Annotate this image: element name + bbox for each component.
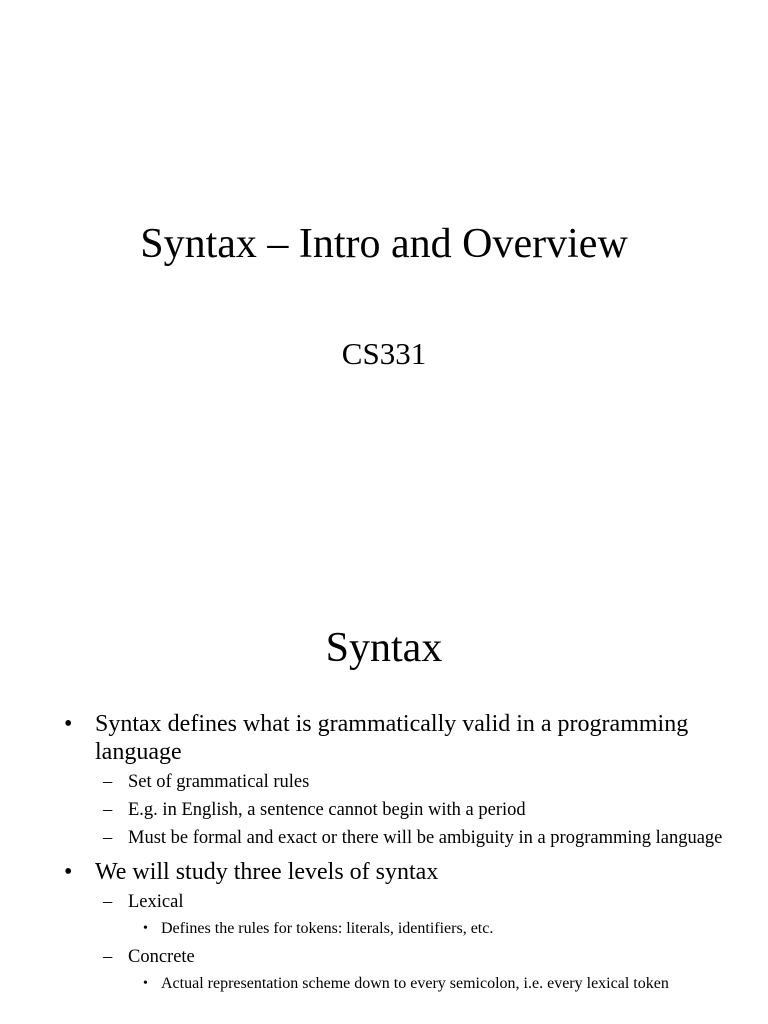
dash-icon: – — [103, 892, 113, 912]
bullet-icon: • — [64, 711, 73, 737]
bullet-text: Syntax defines what is grammatically valid in a programming language — [95, 711, 689, 765]
slide-1-title: Syntax – Intro and Overview — [140, 221, 628, 267]
sub-sub-bullet-item — [0, 918, 741, 940]
slide-1-subtitle: CS331 — [341, 336, 427, 371]
dash-icon: – — [103, 828, 113, 848]
bullet-icon: • — [143, 976, 148, 991]
bullet-icon: • — [64, 859, 73, 885]
sub-bullet-text: Lexical — [128, 892, 184, 912]
bullet-list — [0, 710, 768, 1000]
dash-icon: – — [103, 772, 113, 792]
sub-bullet-text: Must be formal and exact or there will be ambiguity in a programming language — [128, 828, 723, 848]
sub-sub-bullet-text: Defines the rules for tokens: literals, identifiers, etc. — [161, 920, 494, 937]
sub-bullet-item — [0, 826, 738, 850]
slide-2-title: Syntax — [325, 625, 443, 671]
dash-icon: – — [103, 947, 113, 967]
dash-icon: – — [103, 800, 113, 820]
sub-bullet-item — [0, 890, 738, 914]
sub-bullet-text: Concrete — [128, 947, 195, 967]
bullet-item — [0, 710, 745, 766]
sub-bullet-item — [0, 770, 738, 794]
bullet-text: We will study three levels of syntax — [95, 859, 439, 885]
sub-bullet-item — [0, 798, 738, 822]
sub-bullet-text: E.g. in English, a sentence cannot begin with a period — [128, 800, 526, 820]
slide-2 — [0, 512, 768, 1024]
sub-bullet-item — [0, 945, 738, 969]
sub-bullet-text: Set of grammatical rules — [128, 772, 310, 792]
bullet-item — [0, 858, 745, 886]
sub-sub-bullet-text: Actual representation scheme down to every semicolon, i.e. every lexical token — [161, 975, 669, 992]
sub-sub-bullet-item — [0, 973, 741, 995]
bullet-icon: • — [143, 921, 148, 936]
